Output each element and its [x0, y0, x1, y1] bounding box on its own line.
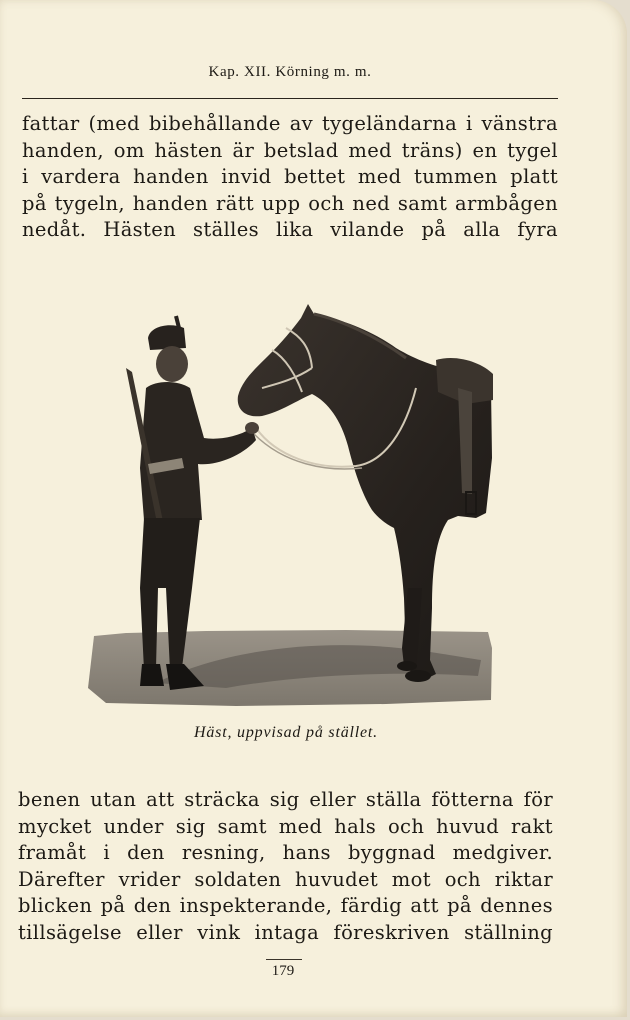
photo-illustration: [86, 288, 496, 713]
text-line: handen, om hästen är betslad med träns) en tygel: [22, 138, 558, 162]
text-line: framåt i den resning, hans byggnad medgiver.: [18, 841, 553, 865]
text-line: i vardera handen invid bettet med tummen platt: [22, 165, 558, 189]
text-line: blicken på den inspekterande, färdig att på dennes: [18, 894, 553, 918]
page-number-rule: [266, 959, 302, 960]
running-head: Kap. XII. Körning m. m.: [208, 64, 372, 80]
text-line: Därefter vrider soldaten huvudet mot och riktar: [18, 867, 553, 891]
figure-caption: Häst, uppvisad på stället.: [194, 724, 378, 741]
header-rule: [22, 98, 558, 99]
text-line: mycket under sig samt med hals och huvud rakt: [18, 814, 553, 838]
text-line: benen utan att sträcka sig eller ställa fötterna för: [18, 788, 553, 811]
photograph-soldier-with-horse: [86, 288, 496, 713]
text-line: fattar (med bibehållande av tygeländarna i vänstra: [22, 112, 558, 135]
text-line: tillsägelse eller vink intaga föreskriven ställning: [18, 920, 553, 944]
horse: [238, 304, 493, 682]
text-line: nedåt. Hästen ställes lika vilande på alla fyra: [22, 218, 558, 242]
paragraph-top: [22, 111, 558, 244]
paragraph-bottom: [18, 787, 553, 947]
text-line: på tygeln, handen rätt upp och ned samt armbågen: [22, 191, 558, 215]
page-number: 179: [271, 963, 295, 979]
